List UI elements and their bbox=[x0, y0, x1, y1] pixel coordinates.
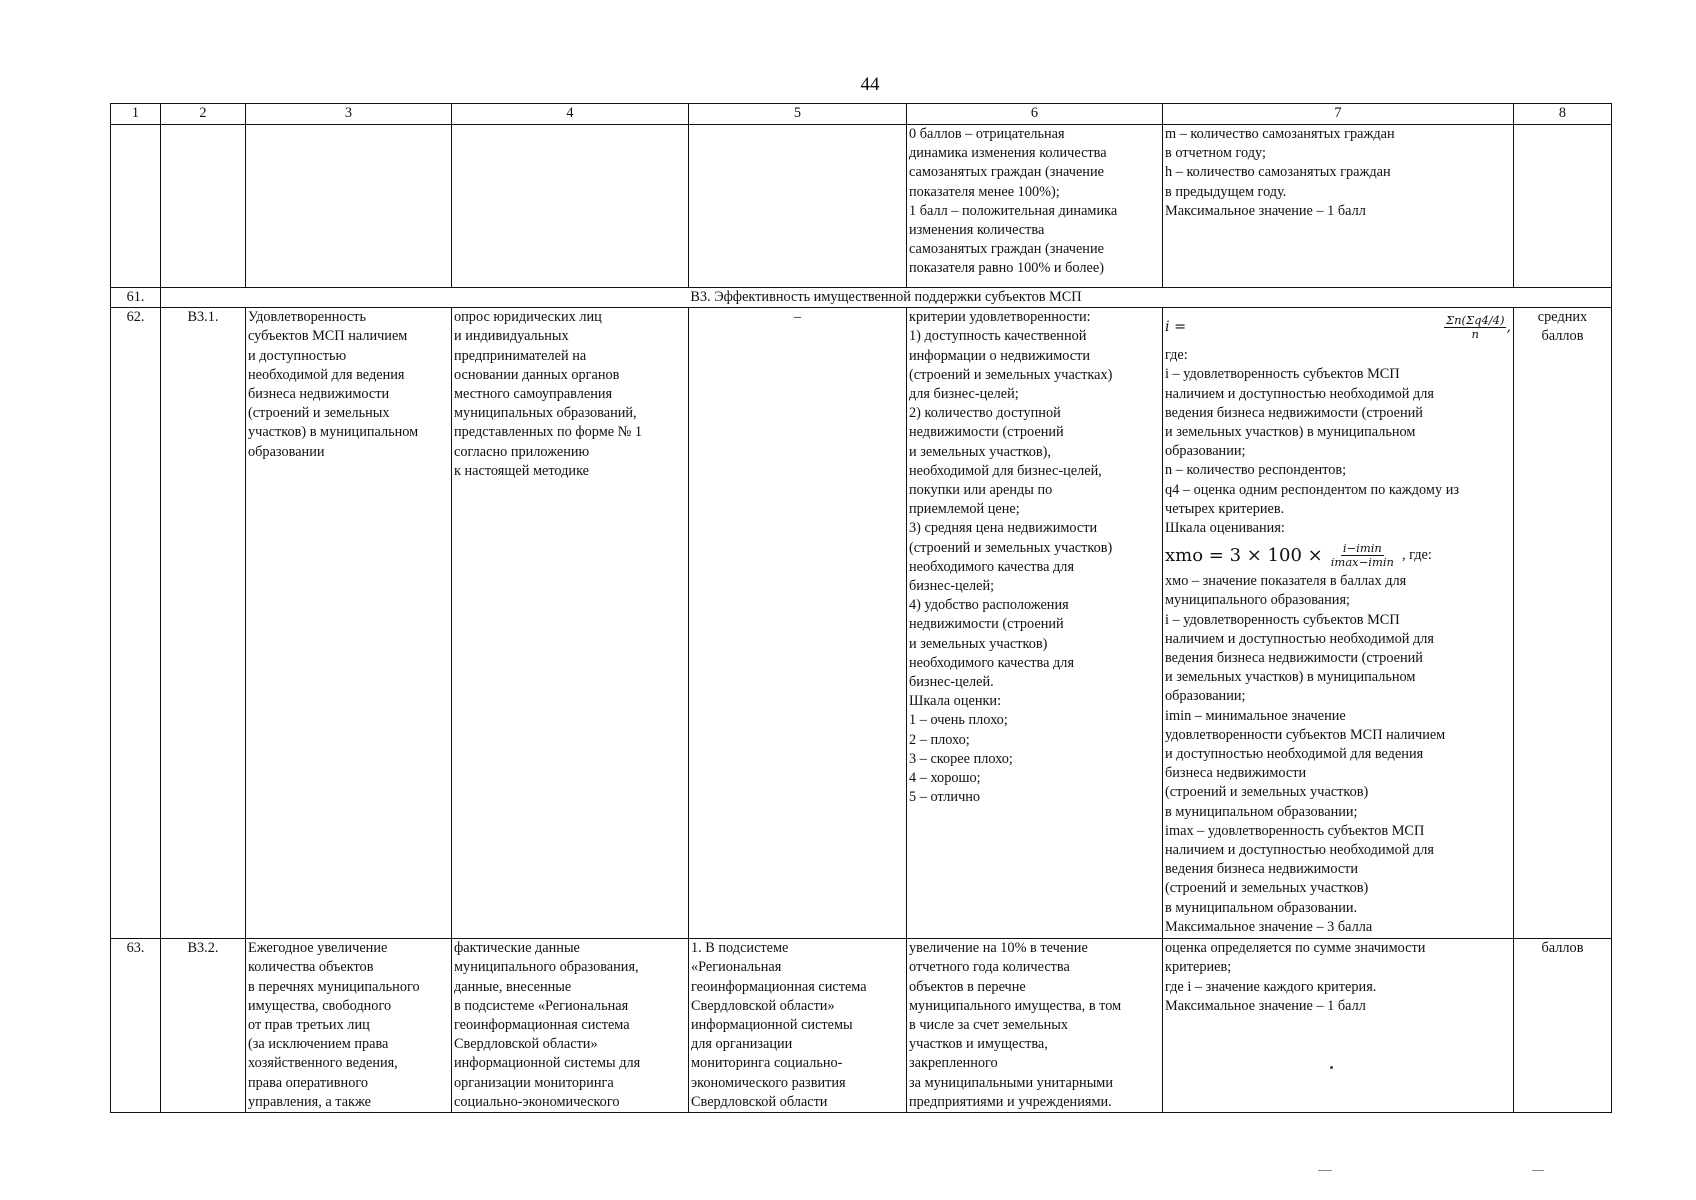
text-line: в муниципальном образовании; bbox=[1165, 803, 1358, 820]
text-line: и земельных участков), bbox=[909, 443, 1051, 460]
text-line: экономического развития bbox=[691, 1074, 846, 1091]
text-line: критерии удовлетворенности: bbox=[909, 309, 1091, 326]
text-line: предприятиями и учреждениями. bbox=[909, 1093, 1112, 1110]
cont-col7-definitions bbox=[1163, 125, 1514, 288]
text-line: участков) в муниципальном bbox=[248, 424, 419, 441]
text-line: необходимого качества для bbox=[909, 654, 1075, 671]
text-line: Ежегодное увеличение bbox=[248, 940, 388, 957]
text-line: увеличение на 10% в течение bbox=[909, 940, 1088, 957]
text-line: бизнес-целей; bbox=[909, 578, 995, 595]
text-line: средних bbox=[1537, 309, 1588, 326]
text-line: (за исключением права bbox=[248, 1036, 389, 1053]
cont-col6-scale bbox=[907, 125, 1163, 288]
text-line: мониторинга социально- bbox=[691, 1055, 843, 1072]
formula-i-fraction bbox=[1444, 314, 1507, 341]
text-line: 4) удобство расположения bbox=[909, 597, 1069, 614]
text-line: 0 баллов – отрицательная bbox=[909, 126, 1065, 142]
text-line: для бизнес-целей; bbox=[909, 386, 1019, 403]
text-line: наличием и доступностью необходимой для bbox=[1165, 630, 1434, 647]
text-line: покупки или аренды по bbox=[909, 482, 1053, 499]
text-line: от прав третьих лиц bbox=[248, 1017, 370, 1034]
table-row-62 bbox=[111, 308, 1612, 939]
page-number: 44 bbox=[860, 74, 880, 95]
row-62-number: 62. bbox=[111, 308, 161, 939]
criteria-table bbox=[110, 103, 1612, 1113]
text-line: m – количество самозанятых граждан bbox=[1165, 126, 1395, 142]
text-line: Максимальное значение – 3 балла bbox=[1165, 918, 1373, 935]
text-line: муниципальных образований, bbox=[454, 405, 637, 422]
row-62-data-source bbox=[452, 308, 689, 939]
text-line: представленных по форме № 1 bbox=[454, 424, 643, 441]
text-line: и доступностью необходимой для ведения bbox=[1165, 746, 1424, 763]
formula-i-tail: , bbox=[1506, 318, 1511, 335]
text-line: (строений и земельных участков) bbox=[909, 539, 1113, 556]
text-line: данные, внесенные bbox=[454, 978, 572, 995]
text-line: субъектов МСП наличием bbox=[248, 328, 408, 345]
header-col-1: 1 bbox=[111, 104, 161, 125]
text-line: показателя менее 100%); bbox=[909, 183, 1060, 200]
formula-xmo-denominator: imax−imin bbox=[1330, 554, 1394, 569]
text-line: опрос юридических лиц bbox=[454, 309, 602, 326]
text-line: необходимой для ведения bbox=[248, 366, 405, 383]
text-line: приемлемой цене; bbox=[909, 501, 1020, 518]
scan-speck bbox=[1330, 1066, 1333, 1069]
text-line: недвижимости (строений bbox=[909, 616, 1064, 633]
row-62-indicator-name bbox=[246, 308, 452, 939]
text-line: и доступностью bbox=[248, 347, 347, 364]
formula-i bbox=[1165, 308, 1511, 346]
text-line: (строений и земельных bbox=[248, 405, 390, 422]
text-line: бизнес-целей. bbox=[909, 674, 994, 691]
text-line: образовании; bbox=[1165, 443, 1246, 460]
text-line: самозанятых граждан (значение bbox=[909, 164, 1104, 181]
text-line: четырех критериев. bbox=[1165, 500, 1285, 517]
header-col-7: 7 bbox=[1163, 104, 1514, 125]
row-63-unit: баллов bbox=[1514, 939, 1612, 1113]
text-line: (строений и земельных участков) bbox=[1165, 784, 1369, 801]
text-line: согласно приложению bbox=[454, 443, 590, 460]
text-line: образовании bbox=[248, 443, 325, 460]
text-line: n – количество респондентов; bbox=[1165, 462, 1347, 479]
text-line: в перечнях муниципального bbox=[248, 978, 420, 995]
text-line: и земельных участков) bbox=[909, 635, 1048, 652]
text-line: информационной системы bbox=[691, 1017, 853, 1034]
header-col-6: 6 bbox=[907, 104, 1163, 125]
text-line: за муниципальными унитарными bbox=[909, 1074, 1113, 1091]
text-line: 3) средняя цена недвижимости bbox=[909, 520, 1098, 537]
text-line: ведения бизнеса недвижимости bbox=[1165, 861, 1359, 878]
text-line: бизнеса недвижимости bbox=[248, 386, 390, 403]
row-63-number: 63. bbox=[111, 939, 161, 1113]
text-line: где: bbox=[1165, 347, 1188, 364]
text-line: Шкала оценивания: bbox=[1165, 520, 1285, 537]
text-line: закрепленного bbox=[909, 1055, 998, 1072]
text-line: основании данных органов bbox=[454, 366, 620, 383]
header-col-4: 4 bbox=[452, 104, 689, 125]
text-line: xмо – значение показателя в баллах для bbox=[1165, 573, 1407, 590]
row-63-indicator-name bbox=[246, 939, 452, 1113]
text-line: 1 балл – положительная динамика bbox=[909, 202, 1118, 219]
text-line: наличием и доступностью необходимой для bbox=[1165, 385, 1434, 402]
text-line: 3 – скорее плохо; bbox=[909, 750, 1013, 767]
row-61-number: 61. bbox=[111, 288, 161, 308]
text-line: объектов в перечне bbox=[909, 978, 1026, 995]
text-line: баллов bbox=[1541, 328, 1584, 345]
text-line: наличием и доступностью необходимой для bbox=[1165, 842, 1434, 859]
text-line: и земельных участков) в муниципальном bbox=[1165, 424, 1416, 441]
row-62-definitions-a bbox=[1165, 346, 1511, 538]
text-line: удовлетворенности субъектов МСП наличием bbox=[1165, 726, 1446, 743]
formula-xmo-tail: , где: bbox=[1401, 546, 1432, 563]
text-line: недвижимости (строений bbox=[909, 424, 1064, 441]
text-line: в числе за счет земельных bbox=[909, 1017, 1068, 1034]
text-line: q4 – оценка одним респондентом по каждому из bbox=[1165, 481, 1459, 498]
text-line: «Региональная bbox=[691, 959, 782, 976]
text-line: в подсистеме «Региональная bbox=[454, 997, 629, 1014]
row-62-criteria bbox=[907, 308, 1163, 939]
text-line: динамика изменения количества bbox=[909, 145, 1107, 162]
text-line: в отчетном году; bbox=[1165, 145, 1266, 162]
text-line: в муниципальном образовании. bbox=[1165, 899, 1358, 916]
formula-xmo-numerator: i−imin bbox=[1342, 540, 1382, 555]
text-line: организации мониторинга bbox=[454, 1074, 614, 1091]
text-line: критериев; bbox=[1165, 959, 1232, 976]
text-line: Свердловской области» bbox=[691, 997, 835, 1014]
text-line: в предыдущем году. bbox=[1165, 183, 1287, 200]
formula-i-lhs: i = bbox=[1165, 318, 1187, 335]
text-line: необходимого качества для bbox=[909, 558, 1075, 575]
text-line: (строений и земельных участках) bbox=[909, 366, 1113, 383]
formula-i-numerator: Σn(Σq4/4) bbox=[1445, 312, 1505, 327]
text-line: хозяйственного ведения, bbox=[248, 1055, 398, 1072]
text-line: бизнеса недвижимости bbox=[1165, 765, 1307, 782]
text-line: 2) количество доступной bbox=[909, 405, 1061, 422]
column-number-header-row bbox=[111, 104, 1612, 125]
scan-mark-left bbox=[1318, 1170, 1332, 1171]
text-line: оценка определяется по сумме значимости bbox=[1165, 940, 1426, 957]
text-line: самозанятых граждан (значение bbox=[909, 241, 1104, 258]
text-line: i – удовлетворенность субъектов МСП bbox=[1165, 611, 1400, 628]
row-63-code: В3.2. bbox=[161, 939, 246, 1113]
text-line: отчетного года количества bbox=[909, 959, 1070, 976]
text-line: ведения бизнеса недвижимости (строений bbox=[1165, 404, 1423, 421]
table-row-61-section bbox=[111, 288, 1612, 308]
text-line: муниципального образования, bbox=[454, 959, 639, 976]
header-col-5: 5 bbox=[689, 104, 907, 125]
section-title: В3. Эффективность имущественной поддержки субъектов МСП bbox=[161, 288, 1612, 308]
text-line: местного самоуправления bbox=[454, 386, 613, 403]
row-62-definitions-b bbox=[1165, 572, 1511, 937]
scan-mark-right bbox=[1532, 1170, 1544, 1171]
text-line: муниципального имущества, в том bbox=[909, 997, 1122, 1014]
text-line: участков и имущества, bbox=[909, 1036, 1048, 1053]
text-line: h – количество самозанятых граждан bbox=[1165, 164, 1391, 181]
text-line: имущества, свободного bbox=[248, 997, 392, 1014]
text-line: к настоящей методике bbox=[454, 462, 590, 479]
text-line: 4 – хорошо; bbox=[909, 770, 981, 787]
text-line: информации о недвижимости bbox=[909, 347, 1091, 364]
text-line: Максимальное значение – 1 балл bbox=[1165, 997, 1366, 1014]
text-line: фактические данные bbox=[454, 940, 580, 957]
text-line: показателя равно 100% и более) bbox=[909, 260, 1104, 277]
text-line: Свердловской области» bbox=[454, 1036, 598, 1053]
text-line: предпринимателей на bbox=[454, 347, 587, 364]
table-row-63 bbox=[111, 939, 1612, 1113]
text-line: необходимой для бизнес-целей, bbox=[909, 462, 1102, 479]
text-line: (строений и земельных участков) bbox=[1165, 880, 1369, 897]
text-line: Максимальное значение – 1 балл bbox=[1165, 202, 1366, 219]
formula-i-denominator: n bbox=[1471, 326, 1479, 341]
text-line: и земельных участков) в муниципальном bbox=[1165, 669, 1416, 686]
text-line: Удовлетворенность bbox=[248, 309, 367, 326]
header-col-3: 3 bbox=[246, 104, 452, 125]
row-63-data-source bbox=[452, 939, 689, 1113]
row-62-unit bbox=[1514, 308, 1612, 939]
text-line: геоинформационная система bbox=[691, 978, 867, 995]
text-line: 1) доступность качественной bbox=[909, 328, 1087, 345]
text-line: изменения количества bbox=[909, 222, 1045, 239]
text-line: imin – минимальное значение bbox=[1165, 707, 1346, 724]
formula-xmo-fraction bbox=[1329, 542, 1396, 569]
text-line: для организации bbox=[691, 1036, 793, 1053]
text-line: 5 – отлично bbox=[909, 789, 981, 806]
text-line: образовании; bbox=[1165, 688, 1246, 705]
text-line: социально-экономического bbox=[454, 1093, 620, 1110]
text-line: Свердловской области bbox=[691, 1093, 828, 1110]
formula-xmo bbox=[1165, 538, 1511, 572]
row-62-col5: – bbox=[689, 308, 907, 939]
text-line: i – удовлетворенность субъектов МСП bbox=[1165, 366, 1400, 383]
header-col-2: 2 bbox=[161, 104, 246, 125]
text-line: управления, а также bbox=[248, 1093, 372, 1110]
header-col-8: 8 bbox=[1514, 104, 1612, 125]
text-line: ведения бизнеса недвижимости (строений bbox=[1165, 650, 1423, 667]
row-63-col5-source bbox=[689, 939, 907, 1113]
text-line: и индивидуальных bbox=[454, 328, 569, 345]
text-line: Шкала оценки: bbox=[909, 693, 1002, 710]
row-63-criteria bbox=[907, 939, 1163, 1113]
text-line: 2 – плохо; bbox=[909, 731, 970, 748]
text-line: 1. В подсистеме bbox=[691, 940, 789, 957]
text-line: где i – значение каждого критерия. bbox=[1165, 978, 1377, 995]
text-line: информационной системы для bbox=[454, 1055, 641, 1072]
row-62-code: В3.1. bbox=[161, 308, 246, 939]
text-line: муниципального образования; bbox=[1165, 592, 1350, 609]
text-line: imax – удовлетворенность субъектов МСП bbox=[1165, 822, 1425, 839]
text-line: права оперативного bbox=[248, 1074, 369, 1091]
text-line: количества объектов bbox=[248, 959, 374, 976]
text-line: геоинформационная система bbox=[454, 1017, 630, 1034]
table-row-continuation bbox=[111, 125, 1612, 288]
row-62-formula-cell bbox=[1163, 308, 1514, 939]
text-line: 1 – очень плохо; bbox=[909, 712, 1008, 729]
formula-xmo-lhs: xmo = 3 × 100 × bbox=[1165, 544, 1323, 566]
row-63-calculation bbox=[1163, 939, 1514, 1113]
